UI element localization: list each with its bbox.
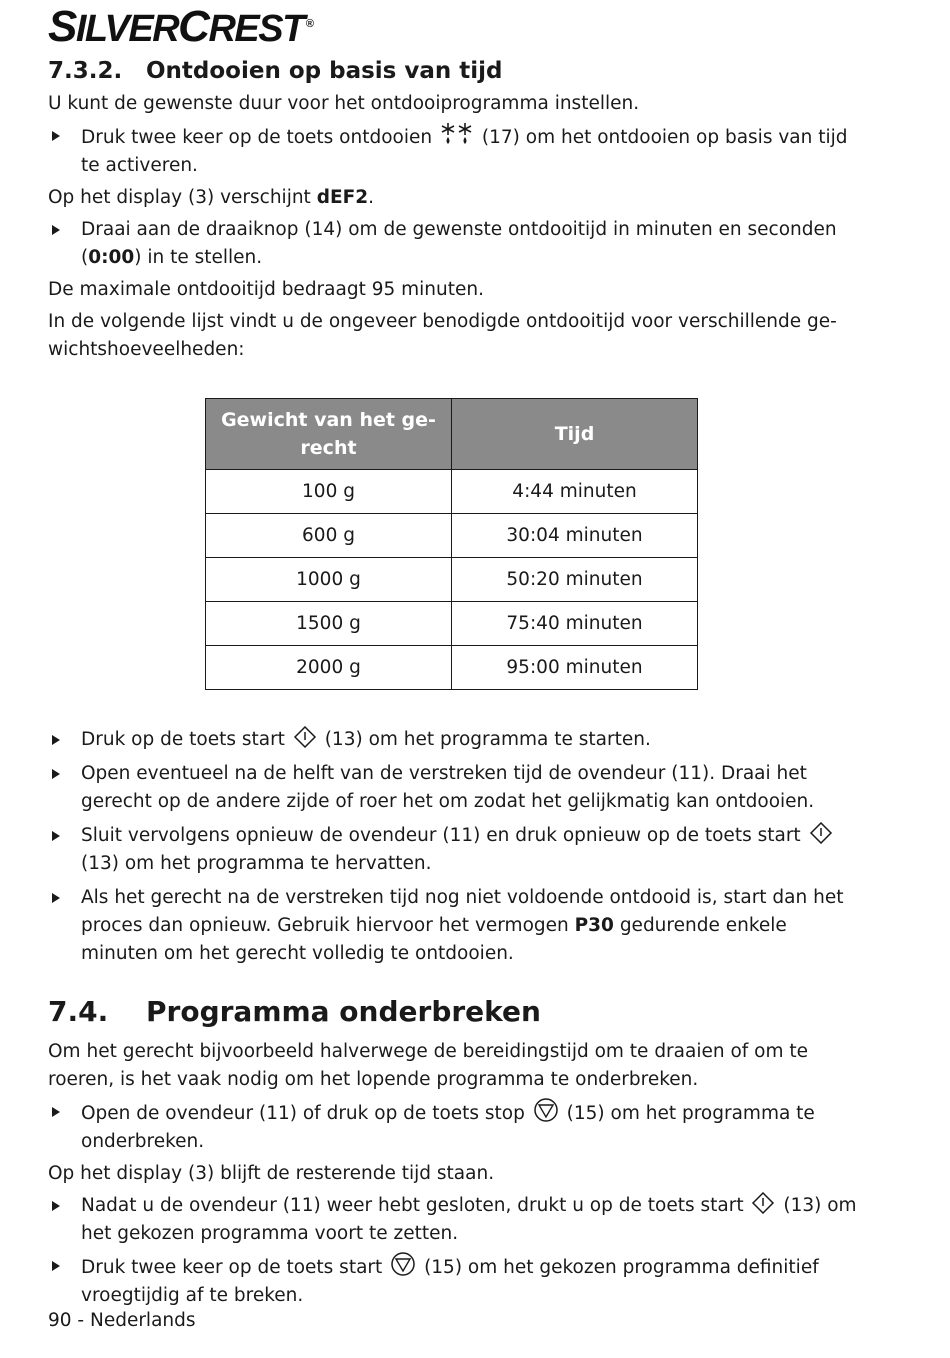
section-732-heading: 7.3.2. Ontdooien op basis van tijd	[48, 58, 503, 84]
table-cell-time: 50:20 minuten	[452, 558, 698, 602]
table-row	[206, 646, 698, 690]
table-cell-weight: 1500 g	[206, 602, 452, 646]
stop-triangle-circle-icon	[390, 1252, 416, 1276]
bullet-open-door-stop: Open de ovendeur (11) of druk op de toets stop (15) om het programma te onderbreken.	[48, 1098, 858, 1156]
bullet-close-door-continue: Nadat u de ovendeur (11) weer hebt gesloten, drukt u op de toets start (13) om het gekozen programma voort te zetten.	[48, 1192, 858, 1248]
list-intro: In de volgende lijst vindt u de ongeveer benodigde ontdooitijd voor verschillende gewichtshoeveelheden:	[48, 311, 837, 360]
table-row	[206, 514, 698, 558]
snowflake-drop-icon	[440, 122, 474, 146]
table-cell-weight: 1000 g	[206, 558, 452, 602]
stop-triangle-circle-icon	[533, 1098, 559, 1122]
table-cell-weight: 2000 g	[206, 646, 452, 690]
section-74-intro: Om het gerecht bijvoorbeeld halverwege de bereidingstijd om te draaien of om te roeren, is het vaak nodig om het lopende programma te onderbreken.	[48, 1041, 809, 1090]
bullet-defrost-twice: Druk twee keer op de toets ontdooien (17) om het ontdooien op basis van tijd te activeren.	[48, 122, 858, 180]
table-cell-time: 95:00 minuten	[452, 646, 698, 690]
bullet-close-door-resume: Sluit vervolgens opnieuw de ovendeur (11) en druk opnieuw op de toets start (13) om het programma te hervatten.	[48, 822, 858, 878]
bullet-press-start: Druk op de toets start (13) om het programma te starten.	[48, 726, 858, 754]
table-row	[206, 602, 698, 646]
defrost-time-table	[205, 398, 698, 690]
section-732-intro: U kunt de gewenste duur voor het ontdooiprogramma instellen.	[48, 93, 640, 114]
bullet-cancel-program: Druk twee keer op de toets start (15) om het gekozen programma definitief vroegtijdig af te breken.	[48, 1252, 858, 1310]
table-row	[206, 558, 698, 602]
display-remaining-time: Op het display (3) blijft de resterende tijd staan.	[48, 1163, 495, 1184]
table-row	[206, 470, 698, 514]
start-diamond-icon	[809, 822, 833, 844]
page-content	[48, 52, 858, 1310]
page-footer: 90 - Nederlands	[48, 1310, 196, 1331]
silvercrest-logo: SILVERCREST ®	[48, 2, 314, 51]
table-header-weight: Gewicht van het gerecht	[206, 399, 452, 470]
table-cell-weight: 600 g	[206, 514, 452, 558]
table-cell-time: 4:44 minuten	[452, 470, 698, 514]
bullet-repeat-defrost: Als het gerecht na de verstreken tijd nog niet voldoende ontdooid is, start dan het proces dan opnieuw. Gebruik hiervoor het vermogen P30 gedurende enkele minuten om het gerecht volledig te ontdooien.	[48, 884, 858, 968]
start-diamond-icon	[751, 1192, 775, 1214]
max-defrost-time: De maximale ontdooitijd bedraagt 95 minuten.	[48, 279, 484, 300]
table-cell-time: 30:04 minuten	[452, 514, 698, 558]
start-diamond-icon	[293, 726, 317, 748]
table-header-time: Tijd	[452, 399, 698, 470]
table-cell-time: 75:40 minuten	[452, 602, 698, 646]
bullet-turn-knob: Draai aan de draaiknop (14) om de gewenste ontdooitijd in minuten en seconden (0:00) in te stellen.	[48, 216, 858, 272]
table-cell-weight: 100 g	[206, 470, 452, 514]
bullet-open-door-turn: Open eventueel na de helft van de verstreken tijd de ovendeur (11). Draai het gerecht op de andere zijde of roer het om zodat het gelijkmatig kan ontdooien.	[48, 760, 858, 816]
display-def2-text: Op het display (3) verschijnt dEF2.	[48, 187, 374, 208]
section-74-heading: 7.4. Programma onderbreken	[48, 995, 541, 1028]
